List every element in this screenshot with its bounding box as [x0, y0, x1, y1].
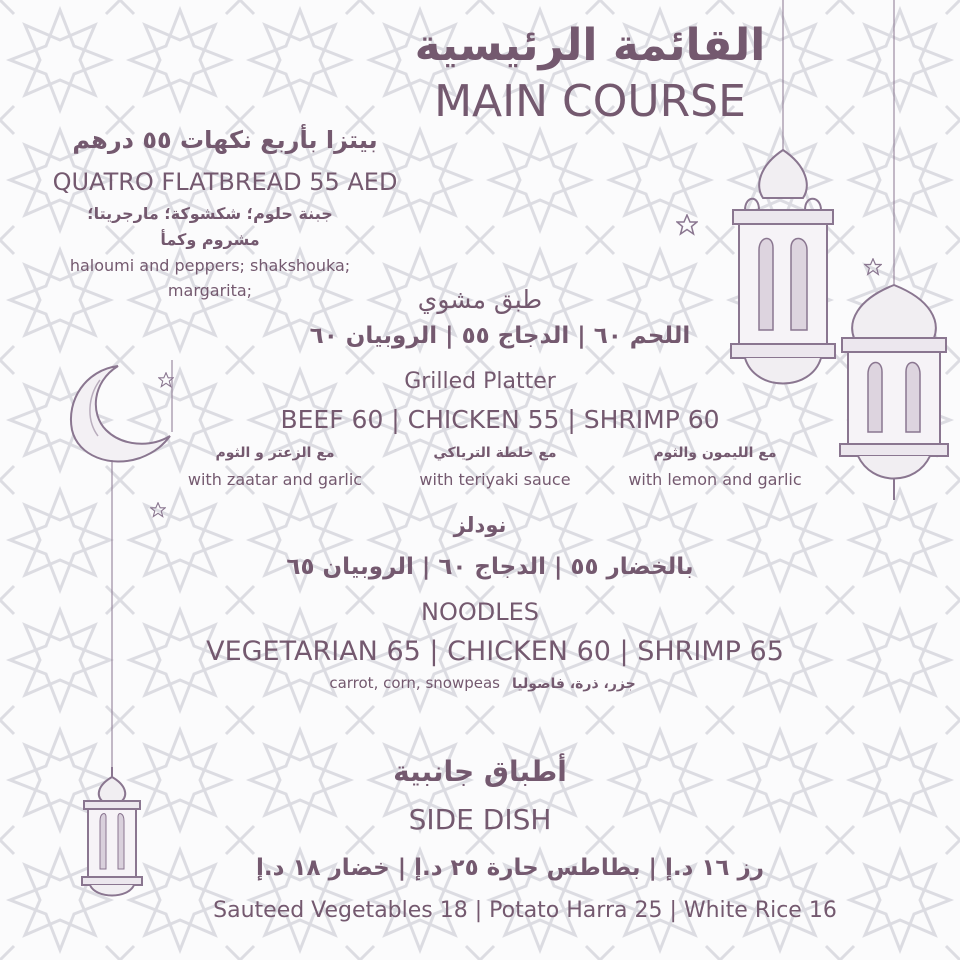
lantern-icon — [838, 0, 950, 505]
string-line — [110, 460, 114, 780]
grilled-option: with zaatar and garlic — [187, 470, 363, 489]
side-prices: Sauteed Vegetables 18 | Potato Harra 25 | White Rice 16 — [213, 898, 837, 923]
grilled-option: with teriyaki sauce — [419, 470, 571, 489]
grilled-option-arabic: مع الليمون والثوم — [653, 445, 777, 461]
noodles-prices: VEGETARIAN 65 | CHICKEN 60 | SHRIMP 65 — [206, 636, 784, 667]
noodles-description: carrot, corn, snowpeas — [329, 674, 500, 692]
grilled-option-arabic: مع الزعتر و الثوم — [215, 445, 335, 461]
grilled-title: Grilled Platter — [404, 369, 556, 394]
lantern-icon — [76, 765, 148, 905]
side-title-arabic: أطباق جانبية — [393, 755, 567, 788]
grilled-prices-arabic: اللحم ٦٠ | الدجاج ٥٥ | الروبيان ٦٠ — [309, 323, 691, 349]
grilled-prices: BEEF 60 | CHICKEN 55 | SHRIMP 60 — [280, 405, 720, 434]
noodles-title-arabic: نودلز — [453, 513, 507, 537]
star-icon — [158, 372, 174, 388]
noodles-description-arabic: جزر، ذرة، فاصوليا — [512, 676, 636, 692]
grilled-option: with lemon and garlic — [628, 470, 802, 489]
flatbread-desc-arabic-2: مشروم وكمأ — [160, 230, 260, 249]
star-icon — [864, 258, 882, 276]
flatbread-desc-2: margarita; — [167, 281, 253, 300]
grilled-title-arabic: طبق مشوي — [417, 285, 543, 314]
flatbread-desc-1: haloumi and peppers; shakshouka; — [69, 256, 351, 275]
page-title-arabic: القائمة الرئيسية — [414, 20, 766, 71]
flatbread-title: QUATRO FLATBREAD 55 AED — [52, 168, 398, 196]
flatbread-title-arabic: بيتزا بأربع نكهات ٥٥ درهم — [72, 126, 378, 154]
side-prices-arabic: رز ١٦ د.إ | بطاطس حارة ٢٥ د.إ | خضار ١٨ د.إ — [256, 855, 764, 881]
grilled-option-arabic: مع خلطة الترياكي — [433, 445, 557, 461]
star-icon — [676, 214, 698, 236]
noodles-title: NOODLES — [421, 598, 539, 626]
noodles-prices-arabic: بالخضار ٥٥ | الدجاج ٦٠ | الروبيان ٦٥ — [286, 554, 694, 580]
star-icon — [150, 502, 166, 518]
flatbread-desc-arabic-1: جبنة حلوم؛ شكشوكة؛ مارجريتا؛ — [87, 204, 333, 223]
side-title: SIDE DISH — [408, 803, 552, 836]
page-title: MAIN COURSE — [434, 76, 746, 127]
